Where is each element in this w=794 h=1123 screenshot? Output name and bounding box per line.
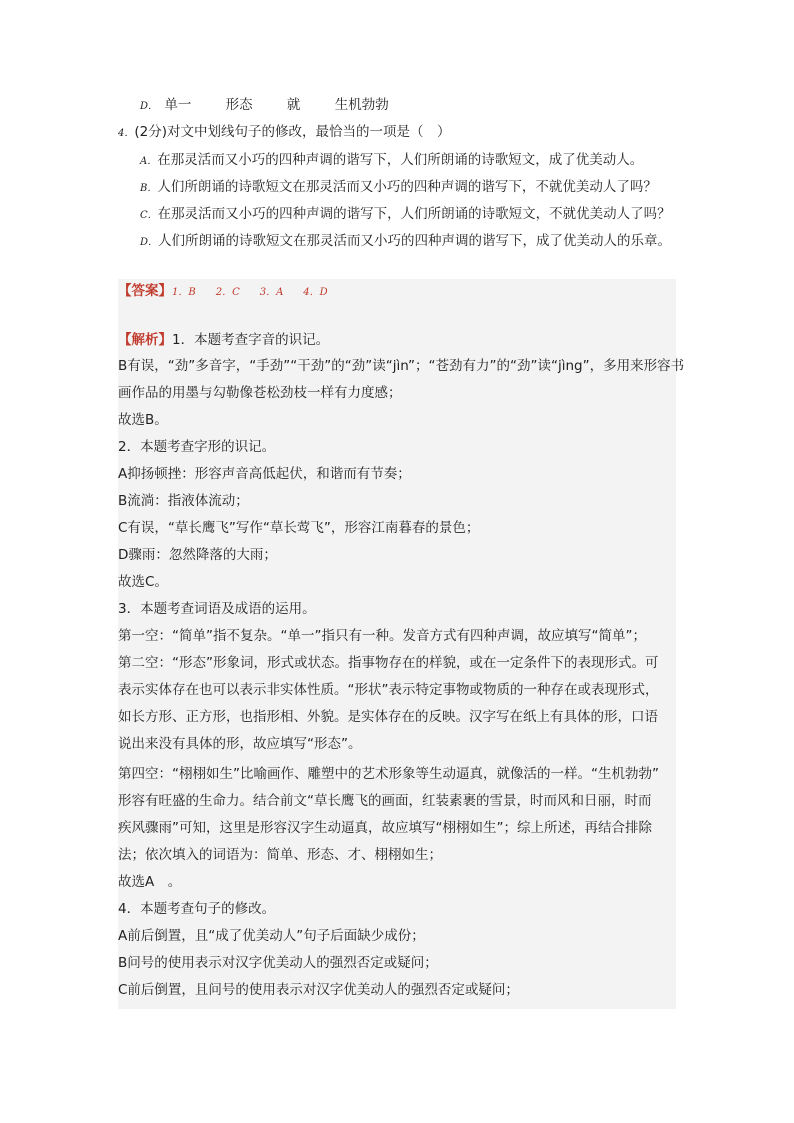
analysis-line: B有误，“劲”多音字，“手劲”“干劲”的“劲”读“jìn”；“苍劲有力”的“劲”读“jìng”，多用来形容书: [118, 358, 685, 374]
option-label: D．: [140, 237, 159, 248]
analysis-line: B流淌：指液体流动；: [118, 493, 249, 509]
option-label: A．: [140, 156, 158, 167]
analysis-line: 法；依次填入的词语为：简单、形态、才、栩栩如生；: [118, 847, 442, 863]
q4-stem: [118, 122, 451, 144]
answer-label: 【答案】: [118, 283, 172, 299]
q4-number: 4．: [118, 128, 135, 139]
q4-option-d: [140, 231, 671, 253]
option-word-3: 就: [286, 97, 301, 113]
analysis-line: C有误，“草长鹰飞”写作“草长莺飞”，形容江南暮春的景色；: [118, 520, 480, 536]
analysis-line: D骤雨：忽然降落的大雨；: [118, 547, 277, 563]
option-text: 在那灵活而又小巧的四种声调的谐写下，人们所朗诵的诗歌短文，成了优美动人。: [157, 152, 644, 168]
analysis-line: 形容有旺盛的生命力。结合前文“草长鹰飞的画面，红装素裹的雪景，时而风和日丽，时而: [118, 793, 652, 809]
analysis-line: C前后倒置，且问号的使用表示对汉字优美动人的强烈否定或疑问；: [118, 982, 519, 998]
option-label: C．: [140, 210, 158, 221]
q4-stem-text: (2分)对文中划线句子的修改，最恰当的一项是（ ）: [134, 124, 451, 140]
analysis-line: 第一空：“简单”指不复杂。“单一”指只有一种。发音方式有四种声调，故应填写“简单”；: [118, 628, 646, 644]
option-word-1: 单一: [164, 97, 192, 113]
analysis-line: 如长方形、正方形，也指形相、外貌。是实体存在的反映。汉字写在纸上有具体的形，口语: [118, 709, 658, 725]
analysis-q1-title: [118, 330, 329, 350]
analysis-label: 【解析】: [118, 332, 172, 348]
analysis-line: 画作品的用墨与勾勒像苍松劲枝一样有力度感；: [118, 385, 402, 401]
analysis-line: 3．本题考查词语及成语的运用。: [118, 601, 316, 617]
answer-line: [118, 281, 328, 303]
analysis-text: 1．本题考查字音的识记。: [172, 332, 330, 348]
option-text: 人们所朗诵的诗歌短文在那灵活而又小巧的四种声调的谐写下，成了优美动人的乐章。: [158, 233, 672, 249]
option-text: 在那灵活而又小巧的四种声调的谐写下，人们所朗诵的诗歌短文，不就优美动人了吗？: [157, 206, 671, 222]
answer-items: 1．B 2．C 3．A 4．D: [172, 287, 328, 298]
option-word-4: 生机勃勃: [334, 97, 389, 113]
analysis-line: 第二空：“形态”形象词，形式或状态。指事物存在的样貌，或在一定条件下的表现形式。可: [118, 655, 659, 671]
analysis-line: 疾风骤雨”可知，这里是形容汉字生动逼真，故应填写“栩栩如生”；综上所述，再结合排除: [118, 820, 652, 836]
analysis-line: 第四空：“栩栩如生”比喻画作、雕塑中的艺术形象等生动逼真，就像活的一样。“生机勃勃”: [118, 766, 659, 782]
analysis-line: 故选A 。: [118, 874, 182, 890]
analysis-line: A抑扬顿挫：形容声音高低起伏，和谐而有节奏；: [118, 466, 411, 482]
analysis-line: 表示实体存在也可以表示非实体性质。“形状”表示特定事物或物质的一种存在或表现形式，: [118, 682, 659, 698]
option-label: D．: [140, 101, 159, 112]
analysis-line: 4．本题考查句子的修改。: [118, 901, 276, 917]
option-label: B．: [140, 183, 158, 194]
q3-option-d: [140, 95, 389, 117]
q4-option-b: [140, 177, 657, 199]
analysis-line: 说出来没有具体的形，故应填写“形态”。: [118, 736, 362, 752]
q4-option-c: [140, 204, 671, 226]
analysis-line: A前后倒置，且“成了优美动人”句子后面缺少成份；: [118, 928, 425, 944]
analysis-line: 故选C。: [118, 574, 168, 590]
q4-option-a: [140, 150, 643, 172]
analysis-line: B问号的使用表示对汉字优美动人的强烈否定或疑问；: [118, 955, 438, 971]
analysis-line: 2．本题考查字形的识记。: [118, 439, 276, 455]
option-text: 人们所朗诵的诗歌短文在那灵活而又小巧的四种声调的谐写下，不就优美动人了吗？: [157, 179, 657, 195]
analysis-line: 故选B。: [118, 412, 168, 428]
option-word-2: 形态: [225, 97, 253, 113]
